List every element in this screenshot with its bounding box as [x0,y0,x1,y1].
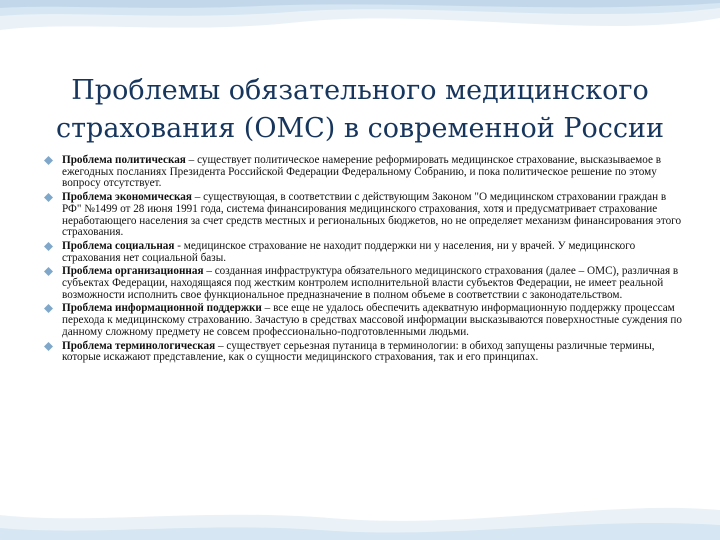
item-term: Проблема социальная [62,239,175,252]
diamond-bullet-icon [44,304,53,313]
item-term: Проблема информационной поддержки [62,302,262,315]
diamond-bullet-icon [44,193,53,202]
diamond-bullet-icon [44,267,53,276]
item-text: – созданная инфраструктура обязательного медицинского страхования (далее – ОМС), различная в субъектах Федерации, находящаяся под жестким контролем исполнительной власти субъектов Федерации, не имеет реальной возможности исполнить свое функциональное предназначение в полном объеме в соответствии с законодательством. [62,265,679,301]
list-item-political [42,155,682,190]
item-text: – все еще не удалось обеспечить адекватную информационную поддержку процессам перехода к медицинскому страхованию. Зачастую в средствах массовой информации высказываются поверхностные суждения по данному сложному предмету не совсем профессионально-подготовленными людьми. [62,302,683,338]
title-line-1: Проблемы обязательного медицинского [71,75,649,106]
list-item-informational [42,303,682,338]
item-term: Проблема экономическая [62,191,192,204]
item-text: – существует серьезная путаница в терминологии: в обиход запущены различные термины, которые искажают представление, как о сущности медицинского страхования, так и его принципах. [62,339,655,364]
item-term: Проблема политическая [62,154,186,166]
diamond-bullet-icon [44,342,53,351]
title-line-2: страхования (ОМС) в современной России [55,113,664,144]
top-wave-decoration [0,0,720,70]
list-item-organizational [42,266,682,301]
diamond-bullet-icon [44,242,53,251]
problems-list [42,155,682,366]
item-term: Проблема организационная [62,265,204,278]
item-text: – существует политическое намерение реформировать медицинское страхование, высказываемое в ежегодных посланиях Президента Российской Федерации Федеральному Собранию, и пока политическое решение по этому вопросу отсутствует. [62,154,662,190]
diamond-bullet-icon [44,156,53,165]
slide-title [40,72,680,148]
item-text: - медицинское страхование не находит поддержки ни у населения, ни у врачей. У медицинского страхования нет социальной базы. [62,239,636,264]
bottom-wave-decoration [0,470,720,540]
item-text: – существующая, в соответствии с действующим Законом "О медицинском страховании граждан в РФ" №1499 от 28 июня 1991 года, система финансирования медицинского страхования, хотя и предусматривает страхование неработающего населения за счет средств местных и региональных бюджетов, но не определяет механизм финансирования этого страхования. [62,191,682,239]
list-item-economic [42,192,682,239]
list-item-social [42,241,682,264]
item-term: Проблема терминологическая [62,339,216,352]
list-item-terminological [42,341,682,364]
